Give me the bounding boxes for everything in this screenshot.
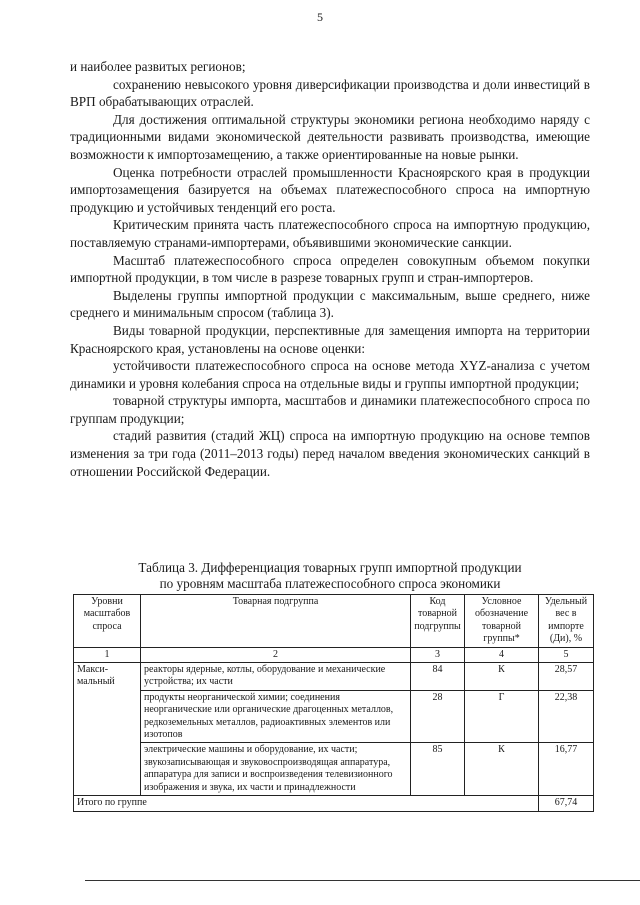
share-cell: 22,38 <box>539 690 594 743</box>
caption-line: Таблица 3. Дифференциация товарных групп импортной продукции <box>138 560 522 575</box>
paragraph: Для достижения оптимальной структуры экономики региона необходимо наряду с традиционными видами экономической деятельности развивать производства, имеющие возможности к импортозамещению, а также ориентированные на новые рынки. <box>70 111 590 162</box>
column-number: 5 <box>539 647 594 662</box>
code-cell: 84 <box>411 663 465 691</box>
column-number-row <box>74 647 594 662</box>
table-total-row <box>74 796 594 811</box>
column-number: 4 <box>465 647 539 662</box>
column-number: 1 <box>74 647 141 662</box>
table-row <box>74 663 594 691</box>
level-cell: Макси-мальный <box>74 663 141 796</box>
header-cell: Условное обозначение товарной группы* <box>465 595 539 648</box>
table-header-row <box>74 595 594 648</box>
symbol-cell: К <box>465 663 539 691</box>
header-cell: Товарная подгруппа <box>141 595 411 648</box>
body-text <box>70 58 590 480</box>
header-cell: Удельный вес в импорте (Ди), % <box>539 595 594 648</box>
symbol-cell: К <box>465 743 539 796</box>
total-label: Итого по группе <box>74 796 539 811</box>
subgroup-cell: реакторы ядерные, котлы, оборудование и механические устройства; их части <box>141 663 411 691</box>
header-cell: Код товарной подгруппы <box>411 595 465 648</box>
column-number: 3 <box>411 647 465 662</box>
total-value: 67,74 <box>539 796 594 811</box>
paragraph: товарной структуры импорта, масштабов и динамики платежеспособного спроса по группам продукции; <box>70 393 590 426</box>
paragraph: Критическим принята часть платежеспособного спроса на импортную продукцию, поставляемую странами-импортерами, объявившими экономические санкции. <box>70 217 590 250</box>
caption-line: по уровням масштаба платежеспособного спроса экономики <box>159 576 501 591</box>
code-cell: 28 <box>411 690 465 743</box>
page-number: 5 <box>317 10 323 24</box>
paragraph: и наиболее развитых регионов; <box>70 59 246 74</box>
footer-divider <box>85 880 640 881</box>
paragraph: Оценка потребности отраслей промышленности Красноярского края в продукции импортозамещения базируется на объемах платежеспособного спроса на импортную продукцию и устойчивых тенденций его роста. <box>70 164 590 215</box>
symbol-cell: Г <box>465 690 539 743</box>
code-cell: 85 <box>411 743 465 796</box>
import-table <box>73 594 594 812</box>
subgroup-cell: электрические машины и оборудование, их части; звукозаписывающая и звуковоспроизводящая аппаратура, аппаратура для записи и воспроизведения телевизионного изображения и звука, их части и принадлежности <box>141 743 411 796</box>
paragraph: сохранению невысокого уровня диверсификации производства и доли инвестиций в ВРП обрабатывающих отраслей. <box>70 76 590 110</box>
share-cell: 16,77 <box>539 743 594 796</box>
paragraph: устойчивости платежеспособного спроса на основе метода XYZ-анализа с учетом динамики и уровня колебания спроса на отдельные виды и группы импортной продукции; <box>70 358 590 391</box>
column-number: 2 <box>141 647 411 662</box>
paragraph: Масштаб платежеспособного спроса определен совокупным объемом покупки импортной продукции, в том числе в разрезе товарных групп и стран-импортеров. <box>70 252 590 286</box>
share-cell: 28,57 <box>539 663 594 691</box>
header-cell: Уровни масштабов спроса <box>74 595 141 648</box>
table-row <box>74 690 594 743</box>
table-caption <box>70 560 590 592</box>
paragraph: стадий развития (стадий ЖЦ) спроса на импортную продукцию на основе темпов изменения за три года (2011–2013 годы) перед началом введения экономических санкций в отношении Российской Федерации. <box>70 428 590 479</box>
paragraph: Виды товарной продукции, перспективные для замещения импорта на территории Красноярского края, установлены на основе оценки: <box>70 322 590 356</box>
paragraph: Выделены группы импортной продукции с максимальным, выше среднего, ниже среднего и минимальным спросом (таблица 3). <box>70 287 590 321</box>
subgroup-cell: продукты неорганической химии; соединения неорганические или органические драгоценных металлов, редкоземельных металлов, радиоактивных элементов или изотопов <box>141 690 411 743</box>
table-row <box>74 743 594 796</box>
